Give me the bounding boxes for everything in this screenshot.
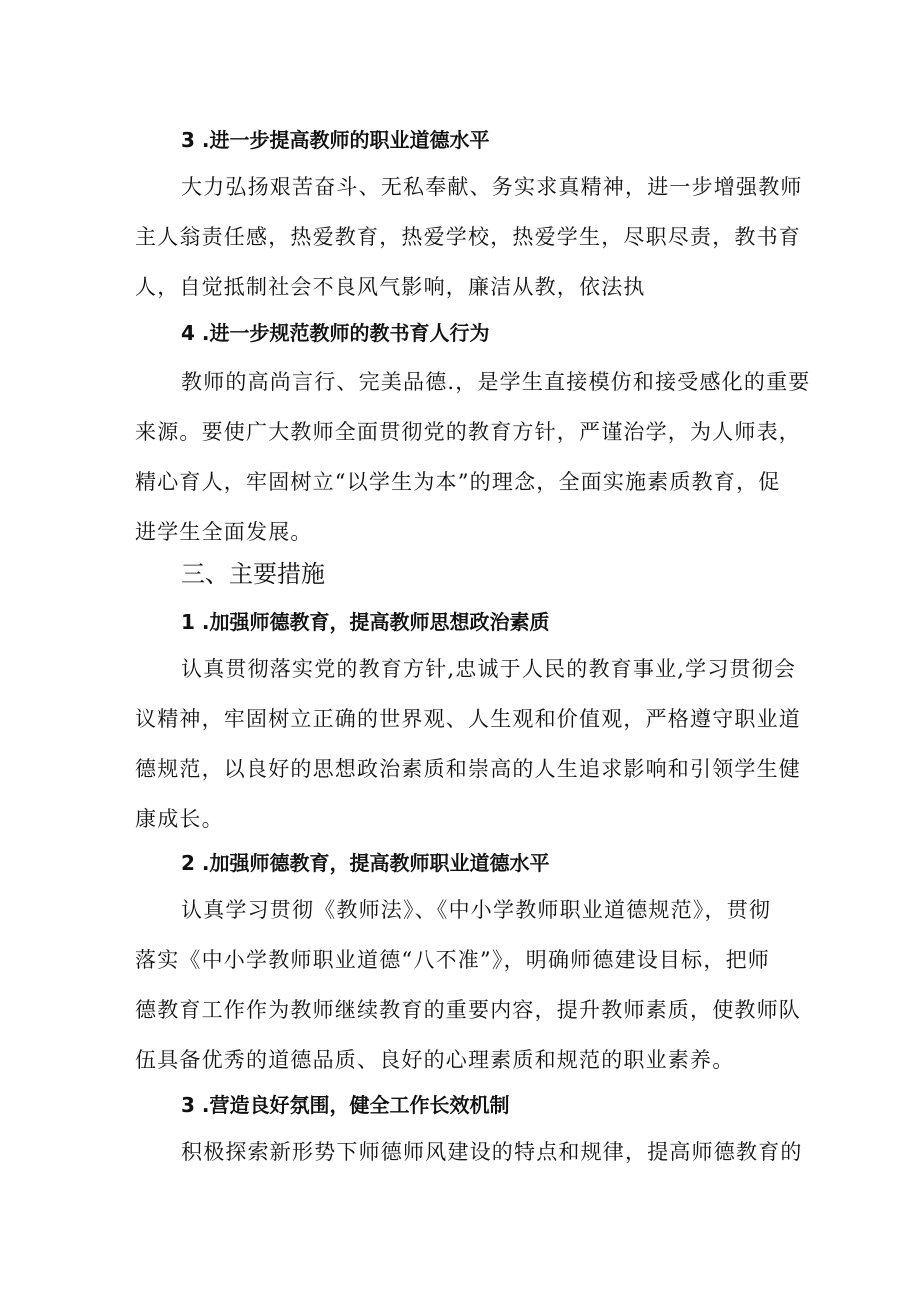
paragraph-line: 议精神，牢固树立正确的世界观、人生观和价值观，严格遵守职业道 xyxy=(135,707,801,731)
heading-measure-1: 1 .加强师德教育，提高教师思想政治素质 xyxy=(181,610,550,634)
heading-measure-3: 3 .营造良好氛围，健全工作长效机制 xyxy=(181,1093,510,1117)
section-title-main-measures: 三、主要措施 xyxy=(181,560,325,588)
paragraph-line: 伍具备优秀的道德品质、良好的心理素质和规范的职业素养。 xyxy=(135,1048,735,1072)
paragraph-line: 认真贯彻落实党的教育方针,忠诚于人民的教育事业,学习贯彻会 xyxy=(181,657,797,681)
paragraph-line: 主人翁责任感，热爱教育，热爱学校，热爱学生，尽职尽责，教书育 xyxy=(135,225,801,249)
heading-4-regulate-behavior: 4 .进一步规范教师的教书育人行为 xyxy=(181,321,490,345)
paragraph-line: 教师的高尚言行、完美品德.，是学生直接模仿和接受感化的重要 xyxy=(181,370,811,394)
paragraph-3 xyxy=(135,172,803,322)
paragraph-measure-1 xyxy=(135,654,801,854)
paragraph-line: 大力弘扬艰苦奋斗、无私奉献、务实求真精神，进一步增强教师 xyxy=(181,175,803,199)
paragraph-measure-3 xyxy=(135,1137,803,1187)
paragraph-line: 认真学习贯彻《教师法》、《中小学教师职业道德规范》，贯彻 xyxy=(181,898,772,922)
paragraph-line: 人，自觉抵制社会不良风气影响，廉洁从教，依法执 xyxy=(135,275,646,299)
paragraph-line: 积极探索新形势下师德师风建设的特点和规律，提高师德教育的 xyxy=(181,1140,803,1164)
paragraph-line: 进学生全面发展。 xyxy=(135,520,313,544)
paragraph-line: 康成长。 xyxy=(135,807,224,831)
heading-3-raise-ethics: 3 .进一步提高教师的职业道德水平 xyxy=(181,128,490,152)
paragraph-line: 德教育工作作为教师继续教育的重要内容，提升教师素质，使教师队 xyxy=(135,998,801,1022)
paragraph-line: 落实《中小学教师职业道德“八不准”》，明确师德建设目标，把师 xyxy=(135,948,770,972)
paragraph-4 xyxy=(135,367,811,567)
paragraph-line: 德规范，以良好的思想政治素质和崇高的人生追求影响和引领学生健 xyxy=(135,757,801,781)
paragraph-line: 精心育人，牢固树立“以学生为本”的理念，全面实施素质教育，促 xyxy=(135,470,781,494)
paragraph-line: 来源。要使广大教师全面贯彻党的教育方针，严谨治学，为人师表， xyxy=(135,420,801,444)
paragraph-measure-2 xyxy=(135,895,801,1095)
heading-measure-2: 2 .加强师德教育，提高教师职业道德水平 xyxy=(181,851,550,875)
